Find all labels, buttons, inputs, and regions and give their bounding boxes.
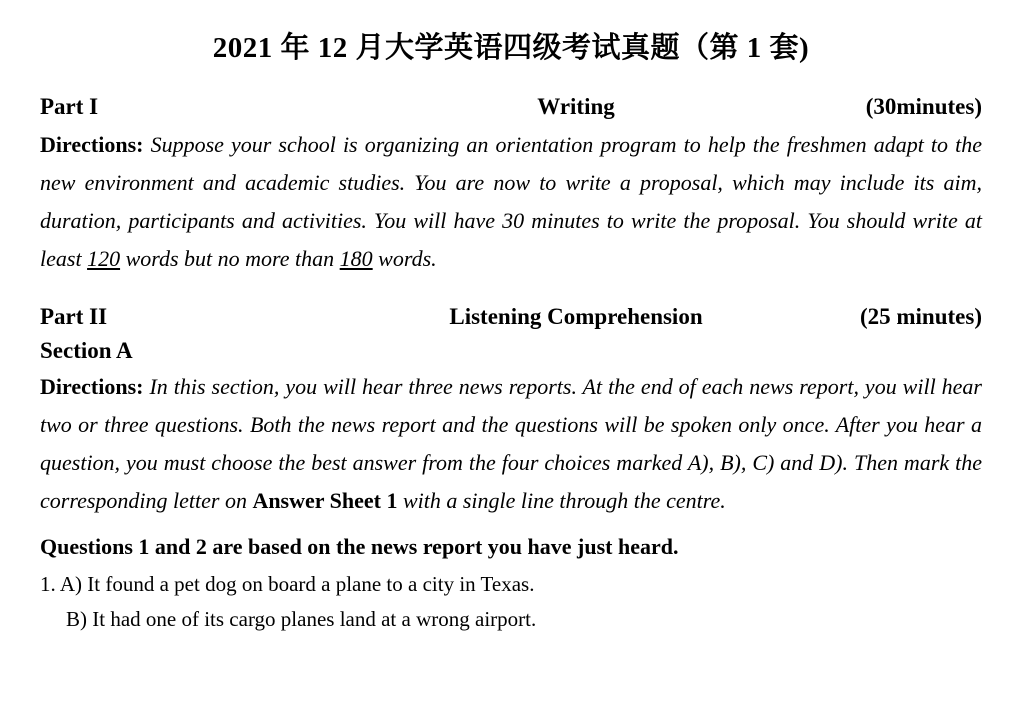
directions-label-two: Directions: xyxy=(40,373,144,399)
directions-text-two-end: with a single line through the centre. xyxy=(397,488,726,514)
directions-text-one: Suppose your school is organizing an orientation program to help the freshmen adapt to the new environment and academic studies. You are now to write a proposal, which may include its aim, duration, participants and activities. You will have 30 minutes to write the proposal. You should write at least xyxy=(40,131,982,271)
section-a-label: Section A xyxy=(40,337,133,363)
question-1-choice-a xyxy=(40,568,982,601)
directions-text-one-mid: words but no more than xyxy=(120,245,340,271)
spacer xyxy=(40,278,982,304)
question-1-number: 1. xyxy=(40,572,56,597)
part-two-title: Listening Comprehension xyxy=(449,303,703,329)
part-one-time: (30minutes) xyxy=(865,93,982,119)
part-two-header xyxy=(40,304,982,330)
directions-label-one: Directions: xyxy=(40,131,144,157)
page-title: 2021 年 12 月大学英语四级考试真题（第 1 套) xyxy=(212,32,810,64)
part-one-header xyxy=(40,94,982,120)
part-two-label: Part II xyxy=(40,303,108,329)
min-words-value: 120 xyxy=(87,245,121,271)
choice-a-text: It found a pet dog on board a plane to a city in Texas. xyxy=(87,572,535,597)
choice-a-letter: A) xyxy=(59,572,83,597)
part-one-directions xyxy=(40,126,982,278)
answer-sheet-reference: Answer Sheet 1 xyxy=(252,488,398,514)
question-1-choice-b xyxy=(40,603,982,636)
part-two-directions xyxy=(40,368,982,520)
directions-text-two: In this section, you will hear three news reports. At the end of each news report, you will hear two or three questions. Both the news report and the questions will be spoken only once. After you hear a question, you must choose the best answer from the four choices marked A), B), C) and D). Then mark the corresponding letter on xyxy=(40,373,982,514)
choice-b-letter: B) xyxy=(66,606,87,631)
part-one-title: Writing xyxy=(537,93,615,119)
part-two-time: (25 minutes) xyxy=(859,303,982,329)
choice-b-text: It had one of its cargo planes land at a wrong airport. xyxy=(92,606,537,631)
questions-heading: Questions 1 and 2 are based on the news report you have just heard. xyxy=(40,534,679,560)
max-words-value: 180 xyxy=(339,245,373,271)
directions-text-one-end: words. xyxy=(372,245,437,271)
part-one-label: Part I xyxy=(40,93,99,119)
